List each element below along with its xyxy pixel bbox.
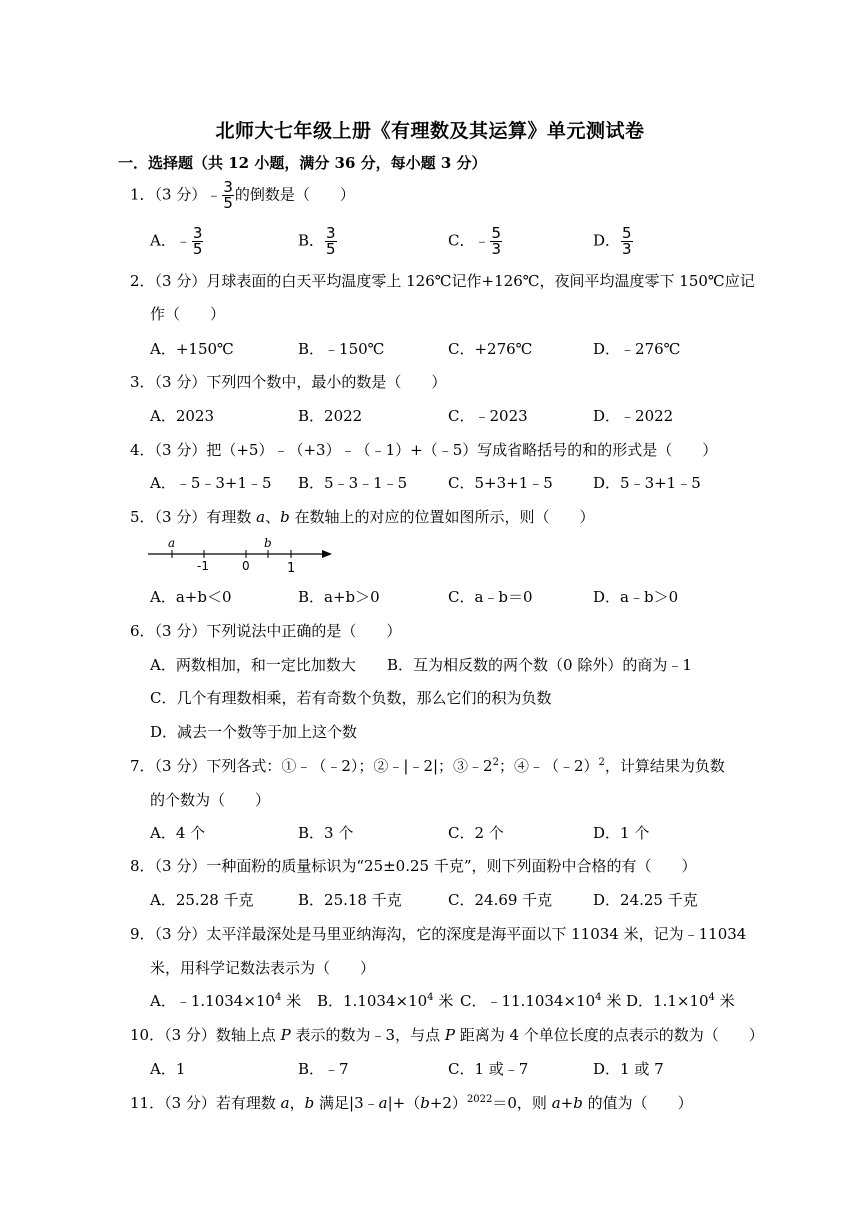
- q3-option-c: C．﹣2023: [448, 407, 528, 425]
- q5-option-a: A．a+b＜0: [150, 588, 232, 606]
- q4-option-b: B．5﹣3﹣1﹣5: [298, 474, 408, 492]
- q2-option-a: A．+150℃: [150, 340, 234, 358]
- q10-option-c: C．1 或﹣7: [448, 1060, 529, 1078]
- q10-option-b: B．﹣7: [298, 1060, 349, 1078]
- q4-option-d: D．5﹣3+1﹣5: [593, 474, 701, 492]
- page-title: 北师大七年级上册《有理数及其运算》单元测试卷: [215, 120, 645, 142]
- q10-option-d: D．1 或 7: [593, 1060, 664, 1078]
- q1-option-b: B． $\frac{3}{5}$: [298, 224, 336, 258]
- q2-option-d: D．﹣276℃: [593, 340, 681, 358]
- q3-option-b: B．2022: [298, 407, 363, 425]
- question-6: 6．（3 分）下列说法中正确的是（ ）: [130, 622, 402, 640]
- q9-option-b: B．$1.1034\times 10^4$ 米: [317, 992, 454, 1010]
- question-3: 3．（3 分）下列四个数中，最小的数是（ ）: [130, 373, 447, 391]
- question-1: 1．（3 分）﹣ $\frac{3}{5}$ 的倒数是（ ）: [130, 178, 355, 212]
- question-9-cont: 米，用科学记数法表示为（ ）: [150, 959, 376, 977]
- q7-option-b: B．3 个: [298, 824, 354, 842]
- label-zero: 0: [242, 559, 250, 573]
- number-line-figure: [146, 536, 336, 576]
- q5-option-c: C．a﹣b＝0: [448, 588, 533, 606]
- q9-option-a: A．$﹣1.1034\times 10^4$ 米: [150, 992, 302, 1010]
- q7-option-d: D．1 个: [593, 824, 650, 842]
- q8-option-b: B．25.18 千克: [298, 891, 402, 909]
- q9-option-c: C．$﹣11.1034\times 10^4$ 米: [460, 992, 622, 1010]
- q6-option-c: C．几个有理数相乘，若有奇数个负数，那么它们的积为负数: [150, 689, 552, 707]
- question-11: 11．（3 分）若有理数 a，b 满足$|3﹣a|+(b+2)^{2022}=0$，则 a+b 的值为（ ）: [130, 1094, 693, 1112]
- q5-option-b: B．a+b＞0: [298, 588, 380, 606]
- q7-option-c: C．2 个: [448, 824, 504, 842]
- q7-option-a: A．4 个: [150, 824, 206, 842]
- q3-option-d: D．﹣2022: [593, 407, 674, 425]
- question-7-cont: 的个数为（ ）: [150, 791, 271, 809]
- q6-option-a: A．两数相加，和一定比加数大: [150, 656, 356, 674]
- question-10: 10．（3 分）数轴上点 P 表示的数为﹣3，与点 P 距离为 4 个单位长度的点表示的数为（ ）: [130, 1026, 764, 1044]
- q1-option-c: C．﹣ $\frac{5}{3}$: [448, 224, 502, 258]
- label-a: a: [168, 536, 176, 550]
- question-7: 7．（3 分）下列各式：①﹣（﹣2）；②﹣|﹣2|；$③﹣2^2$；④﹣（﹣2）$^2$，计算结果为负数: [130, 757, 725, 775]
- q3-option-a: A．2023: [150, 407, 215, 425]
- q6-option-d: D．减去一个数等于加上这个数: [150, 723, 358, 741]
- label-b: b: [264, 536, 272, 550]
- q8-option-c: C．24.69 千克: [448, 891, 553, 909]
- section-heading: 一．选择题（共 12 小题，满分 36 分，每小题 3 分）: [118, 154, 487, 172]
- q10-option-a: A．1: [150, 1060, 186, 1078]
- label-one: 1: [287, 561, 296, 576]
- q8-option-d: D．24.25 千克: [593, 891, 698, 909]
- q9-option-d: D．$1.1\times 10^4$ 米: [626, 992, 735, 1010]
- label-minus-one: -1: [197, 559, 209, 573]
- q8-option-a: A．25.28 千克: [150, 891, 254, 909]
- q1-option-d: D． $\frac{5}{3}$: [593, 224, 632, 258]
- q4-option-a: A．﹣5﹣3+1﹣5: [150, 474, 272, 492]
- question-8: 8．（3 分）一种面粉的质量标识为“25±0.25 千克”，则下列面粉中合格的有（ ）: [130, 857, 697, 875]
- q4-option-c: C．5+3+1﹣5: [448, 474, 553, 492]
- fraction: $\frac{3}{5}$: [223, 178, 233, 212]
- q5-option-d: D．a﹣b＞0: [593, 588, 679, 606]
- q1-option-a: A．﹣ $\frac{3}{5}$: [150, 224, 203, 258]
- q2-option-c: C．+276℃: [448, 340, 533, 358]
- question-5: 5．（3 分）有理数 a、b 在数轴上的对应的位置如图所示，则（ ）: [130, 508, 595, 526]
- question-4: 4．（3 分）把（+5）﹣（+3）﹣（﹣1）+（﹣5）写成省略括号的和的形式是（ ）: [130, 441, 718, 459]
- axis-arrow: [322, 550, 332, 558]
- q2-option-b: B．﹣150℃: [298, 340, 385, 358]
- question-2-cont: 作（ ）: [150, 305, 226, 323]
- question-9: 9．（3 分）太平洋最深处是马里亚纳海沟，它的深度是海平面以下 11034 米，记为﹣11034: [130, 925, 747, 943]
- question-2: 2．（3 分）月球表面的白天平均温度零上 126℃记作+126℃，夜间平均温度零下 150℃应记: [130, 272, 755, 290]
- q6-option-b: B．互为相反数的两个数（0 除外）的商为﹣1: [387, 656, 692, 674]
